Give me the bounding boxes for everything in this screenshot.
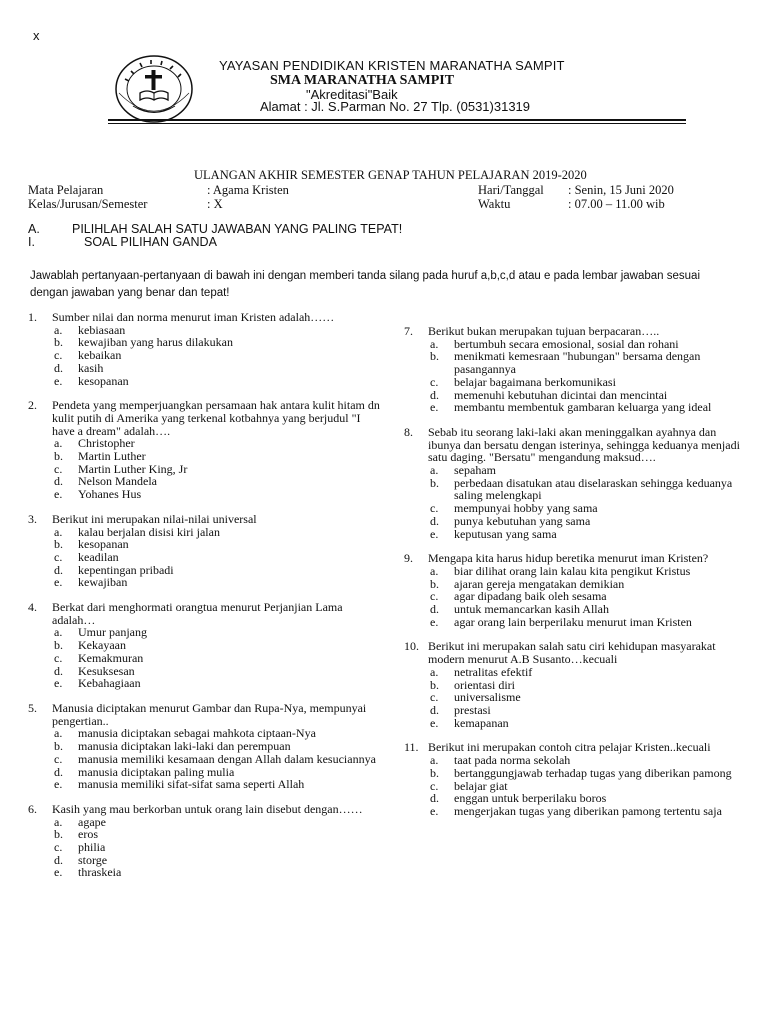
option-text: kepentingan pribadi — [78, 562, 174, 577]
question-number: 11. — [404, 740, 419, 755]
option-text: kebiasaan — [78, 322, 126, 337]
option-text: punya kebutuhan yang sama — [454, 513, 591, 528]
option-letter: c. — [430, 589, 439, 604]
option-letter: c. — [54, 840, 63, 855]
option-letter: d. — [430, 791, 439, 806]
foundation-name: YAYASAN PENDIDIKAN KRISTEN MARANATHA SAMPIT — [219, 58, 565, 73]
option-letter: c. — [54, 461, 63, 476]
option-letter: d. — [430, 702, 439, 717]
option-text: biar dilihat orang lain kalau kita pengikut Kristus — [454, 563, 691, 578]
option-letter: b. — [54, 537, 63, 552]
header-rule-thick — [108, 119, 686, 121]
option-text: kasih — [78, 360, 104, 375]
option-letter: a. — [430, 664, 439, 679]
question-number: 4. — [28, 600, 37, 615]
option-text: memenuhi kebutuhan dicintai dan mencintai — [454, 387, 668, 402]
answer-option — [404, 401, 744, 414]
option-letter: c. — [54, 348, 63, 363]
option-letter: e. — [54, 777, 63, 792]
exam-title: ULANGAN AKHIR SEMESTER GENAP TAHUN PELAJARAN 2019-2020 — [194, 168, 587, 182]
option-letter: b. — [54, 638, 63, 653]
option-text: manusia diciptakan sebagai mahkota ciptaan-Nya — [78, 726, 316, 741]
option-letter: b. — [430, 677, 439, 692]
option-text: prestasi — [454, 702, 491, 717]
question-number: 9. — [404, 551, 413, 566]
option-text: Nelson Mandela — [78, 474, 157, 489]
question — [28, 601, 383, 690]
section-i-text: SOAL PILIHAN GANDA — [84, 235, 217, 249]
option-letter: d. — [54, 360, 63, 375]
option-text: thraskeia — [78, 865, 122, 880]
question-stem — [28, 702, 383, 727]
option-letter: d. — [54, 764, 63, 779]
option-letter: a. — [54, 524, 63, 539]
question-stem — [28, 399, 383, 437]
option-text: Kemakmuran — [78, 650, 144, 665]
question-text: Kasih yang mau berkorban untuk orang lain disebut dengan…… — [52, 801, 363, 816]
option-letter: a. — [430, 753, 439, 768]
question-text: Berikut ini merupakan salah satu ciri kehidupan masyarakat modern menurut A.B Susanto…kecuali — [428, 639, 716, 667]
question-text: Berikut bukan merupakan tujuan berpacaran….. — [428, 324, 660, 338]
question — [28, 311, 383, 387]
option-text: manusia diciptakan paling mulia — [78, 764, 235, 779]
question — [404, 426, 744, 540]
option-letter: e. — [430, 715, 439, 730]
answer-option — [404, 477, 744, 502]
option-text: belajar giat — [454, 778, 508, 793]
answer-option — [404, 350, 744, 375]
option-text: agape — [78, 814, 106, 829]
option-letter: a. — [54, 322, 63, 337]
subject-label: Mata Pelajaran — [28, 183, 104, 197]
corner-mark: x — [33, 28, 40, 43]
option-text: netralitas efektif — [454, 664, 533, 679]
option-letter: b. — [430, 576, 439, 591]
answer-option — [404, 616, 744, 629]
option-letter: c. — [54, 650, 63, 665]
option-text: sepaham — [454, 463, 496, 478]
option-text: keputusan yang sama — [454, 526, 557, 541]
option-text: kewajiban yang harus dilakukan — [78, 335, 233, 350]
question-text: Manusia diciptakan menurut Gambar dan Rupa-Nya, mempunyai pengertian.. — [52, 700, 367, 728]
question-stem — [404, 640, 744, 665]
question-text: Berkat dari menghormati orangtua menurut Perjanjian Lama adalah… — [52, 600, 343, 627]
answer-option — [404, 805, 744, 818]
option-text: Martin Luther — [78, 449, 146, 464]
accreditation: "Akreditasi"Baik — [306, 87, 398, 102]
answer-option — [28, 866, 383, 879]
question-number: 2. — [28, 398, 37, 413]
option-letter: e. — [430, 803, 439, 818]
option-text: mengerjakan tugas yang diberikan pamong tertentu saja — [454, 803, 722, 818]
option-text: Umur panjang — [78, 625, 147, 640]
school-address: Alamat : Jl. S.Parman No. 27 Tlp. (0531)31319 — [260, 99, 531, 114]
option-text: kemapanan — [454, 715, 509, 730]
question-number: 1. — [28, 310, 37, 324]
option-text: manusia memiliki kesamaan dengan Allah dalam kesuciannya — [78, 751, 376, 766]
option-letter: b. — [54, 449, 63, 464]
option-text: Martin Luther King, Jr — [78, 461, 188, 476]
question-text: Mengapa kita harus hidup beretika menurut iman Kristen? — [428, 551, 709, 566]
option-letter: e. — [430, 400, 439, 415]
option-text: ajaran gereja mengatakan demikian — [454, 576, 625, 591]
option-text: kesopanan — [78, 537, 129, 552]
question — [404, 325, 744, 414]
answer-option — [28, 488, 383, 501]
question-number: 7. — [404, 324, 413, 338]
question-stem — [28, 601, 383, 626]
option-text: bertumbuh secara emosional, sosial dan rohani — [454, 336, 679, 351]
option-text: mempunyai hobby yang sama — [454, 501, 598, 516]
question — [28, 399, 383, 501]
option-text: kebaikan — [78, 348, 122, 363]
option-letter: a. — [430, 463, 439, 478]
option-text: untuk memancarkan kasih Allah — [454, 602, 609, 617]
answer-option — [28, 778, 383, 791]
option-text: Christopher — [78, 436, 135, 451]
header-rule-thin — [108, 123, 686, 124]
question — [28, 513, 383, 589]
option-text: bertanggungjawab terhadap tugas yang diberikan pamong — [454, 765, 732, 780]
question-text: Berikut ini merupakan nilai-nilai universal — [52, 511, 257, 526]
question-number: 5. — [28, 700, 37, 715]
option-letter: d. — [54, 852, 63, 867]
date-label: Hari/Tanggal — [478, 183, 544, 197]
option-letter: b. — [54, 739, 63, 754]
option-text: kalau berjalan disisi kiri jalan — [78, 524, 220, 539]
option-letter: d. — [430, 387, 439, 402]
time-label: Waktu — [478, 197, 511, 211]
option-text: manusia diciptakan laki-laki dan perempuan — [78, 739, 291, 754]
option-text: belajar bagaimana berkomunikasi — [454, 374, 616, 389]
option-letter: b. — [54, 827, 63, 842]
option-text: kesopanan — [78, 373, 129, 388]
subject-value: : Agama Kristen — [207, 183, 289, 197]
option-letter: e. — [54, 865, 63, 880]
school-name: SMA MARANATHA SAMPIT — [270, 73, 455, 88]
option-text: manusia memiliki sifat-sifat sama seperti Allah — [78, 777, 305, 792]
question — [28, 702, 383, 791]
questions-left-column — [28, 311, 383, 879]
question — [404, 741, 744, 817]
option-letter: b. — [430, 765, 439, 780]
option-letter: b. — [430, 475, 439, 490]
question-number: 6. — [28, 801, 37, 816]
school-logo — [113, 53, 195, 125]
option-text: Yohanes Hus — [78, 487, 142, 502]
option-text: membantu membentuk gambaran keluarga yang ideal — [454, 400, 712, 415]
option-text: eros — [78, 827, 98, 842]
option-letter: a. — [54, 625, 63, 640]
option-text: keadilan — [78, 549, 119, 564]
option-letter: c. — [54, 751, 63, 766]
answer-option — [28, 375, 383, 388]
option-letter: a. — [430, 563, 439, 578]
option-text: agar dipadang baik oleh sesama — [454, 589, 607, 604]
question-number: 10. — [404, 639, 419, 654]
question-text: Sebab itu seorang laki-laki akan meninggalkan ayahnya dan ibunya dan bersatu dengan isterinya, sehingga keduanya menjadi satu daging. "Bersatu" mengandung maksud…. — [428, 424, 740, 465]
option-text: taat pada norma sekolah — [454, 753, 571, 768]
option-text: enggan untuk berperilaku boros — [454, 791, 607, 806]
option-letter: a. — [54, 436, 63, 451]
question-number: 8. — [404, 424, 413, 439]
option-letter: e. — [430, 526, 439, 541]
option-letter: c. — [430, 374, 439, 389]
option-letter: a. — [430, 336, 439, 351]
option-letter: c. — [54, 549, 63, 564]
option-text: orientasi diri — [454, 677, 515, 692]
option-text: menikmati kemesraan "hubungan" bersama dengan pasangannya — [454, 349, 701, 377]
option-text: Kesuksesan — [78, 663, 135, 678]
option-text: perbedaan disatukan atau diselaraskan sehingga keduanya saling melengkapi — [454, 475, 733, 503]
option-letter: e. — [54, 373, 63, 388]
option-letter: e. — [54, 487, 63, 502]
section-i-letter: I. — [28, 235, 35, 249]
option-letter: a. — [54, 814, 63, 829]
question-number: 3. — [28, 511, 37, 526]
option-text: philia — [78, 840, 106, 855]
option-text: kewajiban — [78, 575, 128, 590]
option-letter: e. — [54, 676, 63, 691]
question-text: Pendeta yang memperjuangkan persamaan hak antara kulit hitam dn kulit putih di Amerika yang terkenal kotbahnya yang berjudul "I have a dream" adalah…. — [52, 398, 380, 438]
answer-option — [28, 677, 383, 690]
instructions: Jawablah pertanyaan-pertanyaan di bawah ini dengan memberi tanda silang pada huruf a,b,c,d atau e pada lembar jawaban sesuai dengan jawaban yang benar dan tepat! — [30, 270, 701, 299]
question — [404, 640, 744, 729]
class-value: : X — [207, 197, 223, 211]
answer-option — [404, 528, 744, 541]
section-a-text: PILIHLAH SALAH SATU JAWABAN YANG PALING TEPAT! — [72, 222, 403, 236]
answer-option — [404, 717, 744, 730]
time-value: : 07.00 – 11.00 wib — [568, 197, 665, 211]
option-letter: a. — [54, 726, 63, 741]
answer-option — [28, 576, 383, 589]
question-text: Berikut ini merupakan contoh citra pelajar Kristen..kecuali — [428, 740, 711, 755]
option-letter: b. — [54, 335, 63, 350]
option-letter: e. — [54, 575, 63, 590]
question-text: Sumber nilai dan norma menurut iman Kristen adalah…… — [52, 310, 335, 324]
option-text: universalisme — [454, 690, 521, 705]
option-letter: d. — [54, 663, 63, 678]
option-text: storge — [78, 852, 108, 867]
question — [28, 803, 383, 879]
option-letter: c. — [430, 778, 439, 793]
class-label: Kelas/Jurusan/Semester — [28, 197, 148, 211]
section-a-letter: A. — [28, 222, 40, 236]
option-letter: e. — [430, 614, 439, 629]
option-letter: d. — [54, 474, 63, 489]
question — [404, 552, 744, 628]
option-letter: d. — [54, 562, 63, 577]
option-letter: b. — [430, 349, 439, 364]
option-letter: c. — [430, 501, 439, 516]
option-text: Kekayaan — [78, 638, 126, 653]
option-letter: d. — [430, 602, 439, 617]
questions-right-column — [404, 325, 744, 818]
option-letter: c. — [430, 690, 439, 705]
option-text: Kebahagiaan — [78, 676, 141, 691]
option-text: agar orang lain berperilaku menurut iman Kristen — [454, 614, 692, 629]
question-stem — [404, 426, 744, 464]
option-letter: d. — [430, 513, 439, 528]
date-value: : Senin, 15 Juni 2020 — [568, 183, 674, 197]
